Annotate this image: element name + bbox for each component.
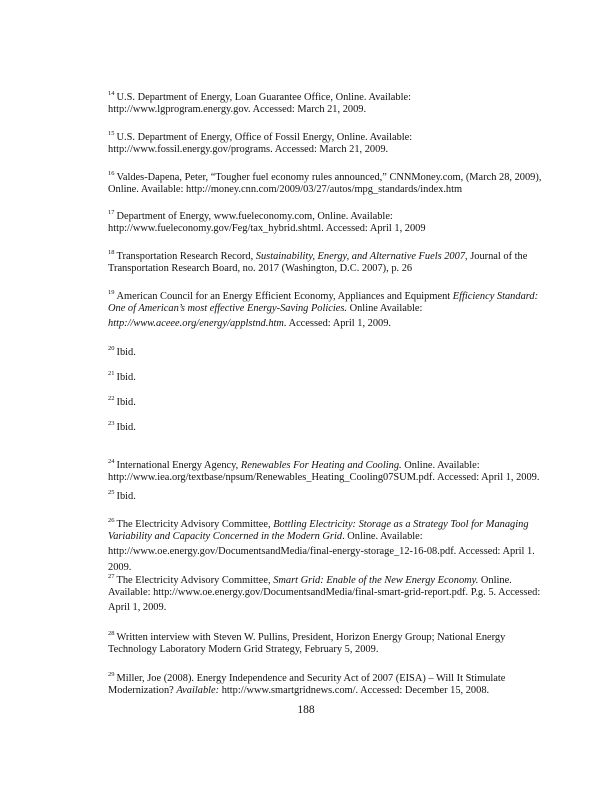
- footnote-text: U.S. Department of Energy, Loan Guarantee Office, Online. Available:: [116, 92, 411, 103]
- footnote: [108, 126, 412, 157]
- page-number: 188: [297, 704, 315, 716]
- footnote-line: [108, 86, 411, 102]
- footnote-text: Department of Energy, www.fueleconomy.com, Online. Available:: [116, 211, 393, 222]
- footnote-text: http://www.fossil.energy.gov/programs. Accessed: March 21, 2009.: [108, 143, 389, 155]
- footnote-line: [108, 205, 426, 221]
- footnote-line: [108, 544, 535, 560]
- footnote-line: [108, 341, 136, 357]
- footnote-text: Available:: [176, 684, 220, 696]
- footnote: [108, 341, 136, 357]
- footnote-line: [108, 391, 136, 407]
- footnote-line: [108, 667, 505, 683]
- footnote-text: http://www.fueleconomy.gov/Feg/tax_hybrid.shtml. Accessed: April 1, 2009: [108, 222, 426, 234]
- footnote-text: http://www.aceee.org/energy/applstnd.htm.: [108, 318, 287, 330]
- footnote-text: Written interview with Steven W. Pullins, President, Horizon Energy Group; National Energy: [116, 632, 506, 643]
- footnote-text: Transportation Research Board, no. 2017 (Washington, D.C. 2007), p. 26: [108, 262, 413, 274]
- footnote-text: Ibid.: [116, 491, 136, 502]
- footnote-text: http://www.iea.org/textbase/npsum/Renewables_Heating_Cooling07SUM.pdf. Accessed: April 1, 2009.: [108, 471, 540, 483]
- footnote: [108, 86, 411, 117]
- footnote-line: [108, 642, 505, 658]
- footnote: [108, 416, 136, 432]
- footnote-text: International Energy Agency,: [116, 460, 241, 471]
- footnote: [108, 205, 426, 236]
- footnote-line: [108, 245, 527, 261]
- footnote-text: Efficiency Standard:: [452, 291, 539, 302]
- footnote-text: http://www.smartgridnews.com/. Accessed: December 15, 2008.: [219, 684, 490, 696]
- footnote-text: Available: http://www.oe.energy.gov/DocumentsandMedia/final-smart-grid-report.pdf. P.g. 5. Accessed:: [108, 586, 541, 598]
- footnote: [108, 366, 136, 382]
- footnote-text: Transportation Research Record,: [116, 251, 256, 262]
- footnote-text: Bottling Electricity: Storage as a Strategy Tool for Managing: [273, 519, 529, 530]
- footnote-text: Ibid.: [116, 347, 136, 358]
- footnote-number: 15: [108, 130, 115, 137]
- footnote-text: Ibid.: [116, 372, 136, 383]
- footnote: [108, 245, 527, 276]
- footnote-line: [108, 182, 541, 198]
- footnote-line: [108, 301, 538, 317]
- footnote-line: [108, 513, 535, 529]
- footnote-line: [108, 585, 540, 601]
- footnote-text: Miller, Joe (2008). Energy Independence and Security Act of 2007 (EISA) – Will It Stimulate: [116, 673, 506, 684]
- footnote: [108, 285, 538, 332]
- footnote-line: [108, 416, 136, 432]
- footnote: [108, 166, 541, 197]
- footnote-number: 14: [108, 90, 115, 97]
- footnote-number: 23: [108, 420, 115, 427]
- footnote-line: [108, 454, 539, 470]
- footnote-number: 27: [108, 573, 115, 580]
- footnote-text: 2009.: [108, 561, 132, 573]
- footnote-line: [108, 166, 541, 182]
- footnote-number: 29: [108, 671, 115, 678]
- footnote-text: Online. Available: http://money.cnn.com/2009/03/27/autos/mpg_standards/index.htm: [108, 183, 463, 195]
- footnote-text: Online. Available:: [401, 460, 480, 471]
- footnote-text: Technology Laboratory Modern Grid Strategy, February 5, 2009.: [108, 643, 379, 655]
- footnote: [108, 667, 505, 698]
- footnote-text: Accessed: April 1, 2009.: [286, 318, 392, 330]
- footnote-line: [108, 142, 412, 158]
- footnote-line: [108, 683, 505, 699]
- footnote-text: American Council for an Energy Efficient Economy, Appliances and Equipment: [116, 291, 453, 302]
- footnote-line: [108, 366, 136, 382]
- footnote-number: 16: [108, 170, 115, 177]
- footnote-number: 18: [108, 249, 115, 256]
- footnote-line: [108, 600, 540, 616]
- footnote-number: 21: [108, 370, 115, 377]
- footnote-line: [108, 285, 538, 301]
- footnote-number: 25: [108, 489, 115, 496]
- footnote-text: Valdes-Dapena, Peter, “Tougher fuel economy rules announced,” CNNMoney.com, (March 28, 2009),: [116, 172, 542, 183]
- footnote: [108, 391, 136, 407]
- footnote-text: http://www.lgprogram.energy.gov. Accessed: March 21, 2009.: [108, 103, 367, 115]
- footnote-text: The Electricity Advisory Committee,: [116, 519, 274, 530]
- footnote-line: [108, 221, 426, 237]
- footnote-text: April 1, 2009.: [108, 602, 167, 614]
- footnote-line: [108, 126, 412, 142]
- footnote-text: Online.: [478, 575, 512, 586]
- footnote-number: 26: [108, 517, 115, 524]
- footnote-text: Online Available:: [347, 302, 423, 314]
- footnote: [108, 454, 539, 485]
- footnote-text: Ibid.: [116, 422, 136, 433]
- footnote: [108, 626, 505, 657]
- footnote-text: The Electricity Advisory Committee,: [116, 575, 274, 586]
- footnote-line: [108, 569, 540, 585]
- footnote-text: . Online. Available:: [342, 530, 423, 542]
- footnote-text: Variability and Capacity Concerned in the Modern Grid: [108, 530, 343, 542]
- footnote-text: Modernization?: [108, 684, 177, 696]
- footnote-text: http://www.oe.energy.gov/DocumentsandMedia/final-energy-storage_12-16-08.pdf. Accessed: April 1.: [108, 546, 535, 558]
- footnote: [108, 485, 136, 501]
- footnote-line: [108, 529, 535, 545]
- footnote-number: 19: [108, 289, 115, 296]
- footnote-number: 17: [108, 209, 115, 216]
- footnote-line: [108, 316, 538, 332]
- footnote: [108, 513, 535, 575]
- footnote-number: 20: [108, 345, 115, 352]
- footnote-number: 24: [108, 458, 115, 465]
- footnote-number: 28: [108, 630, 115, 637]
- footnote-line: [108, 261, 527, 277]
- footnote-text: Renewables For Heating and Cooling.: [240, 460, 402, 471]
- footnote-line: [108, 470, 539, 486]
- footnote-line: [108, 485, 136, 501]
- footnote-number: 22: [108, 395, 115, 402]
- footnote-text: Smart Grid: Enable of the New Energy Economy.: [273, 575, 479, 586]
- footnote-text: One of American’s most effective Energy-Saving Policies.: [108, 302, 348, 314]
- footnote: [108, 569, 540, 616]
- footnote-line: [108, 102, 411, 118]
- footnote-text: Ibid.: [116, 397, 136, 408]
- footnote-line: [108, 626, 505, 642]
- footnote-text: Sustainability, Energy, and Alternative Fuels 2007: [255, 251, 466, 262]
- footnote-text: , Journal of the: [465, 251, 528, 262]
- footnote-text: U.S. Department of Energy, Office of Fossil Energy, Online. Available:: [116, 132, 413, 143]
